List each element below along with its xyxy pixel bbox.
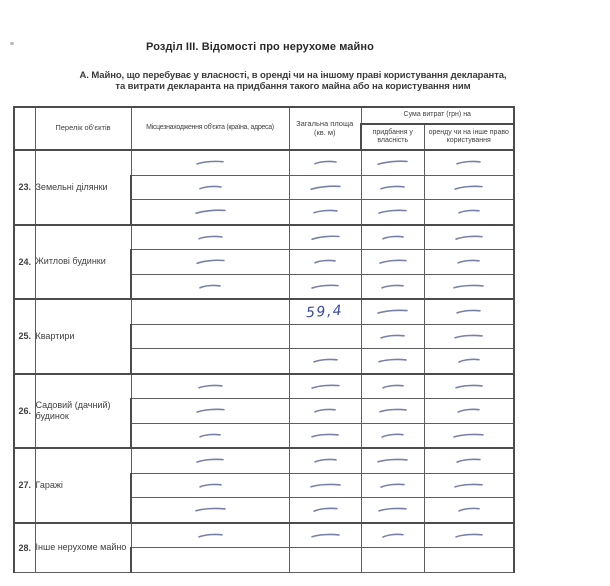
- header-rent: оренду чи на інше право користування: [424, 124, 514, 150]
- property-table: [13, 106, 515, 573]
- object-type-label: Гаражі: [35, 448, 131, 523]
- rent-cell: [424, 548, 514, 573]
- handwritten-dash-mark: [311, 357, 338, 365]
- handwritten-dash-mark: [376, 307, 409, 315]
- handwritten-dash-mark: [377, 407, 407, 415]
- handwritten-dash-mark: [194, 207, 227, 216]
- handwritten-dash-mark: [379, 332, 406, 340]
- header-object-list: Перелік об'єктів: [35, 107, 131, 150]
- rent-cell: [424, 200, 514, 225]
- rent-cell: [424, 299, 514, 324]
- handwritten-dash-mark: [196, 233, 223, 240]
- table-header-row-1: [14, 107, 514, 124]
- handwritten-dash-mark: [312, 159, 337, 166]
- handwritten-dash-mark: [453, 183, 484, 191]
- handwritten-dash-mark: [456, 406, 481, 414]
- handwritten-dash-mark: [377, 257, 407, 265]
- rent-cell: [424, 473, 514, 498]
- location-cell: [131, 250, 289, 275]
- header-purchase: придбання у власність: [361, 124, 424, 150]
- rent-cell: [424, 250, 514, 275]
- row-number: 25.: [14, 299, 35, 374]
- location-cell: [131, 374, 289, 399]
- handwritten-dash-mark: [376, 158, 409, 167]
- handwritten-dash-mark: [455, 159, 482, 167]
- handwritten-dash-mark: [380, 382, 404, 390]
- handwritten-dash-mark: [379, 481, 406, 489]
- area-cell: [289, 423, 361, 448]
- rent-cell: [424, 274, 514, 299]
- handwritten-dash-mark: [309, 531, 340, 539]
- purchase-cell: [361, 448, 424, 473]
- rent-cell: [424, 498, 514, 523]
- handwritten-dash-mark: [196, 382, 223, 390]
- purchase-cell: [361, 374, 424, 399]
- area-cell: [289, 498, 361, 523]
- handwritten-dash-mark: [311, 505, 338, 513]
- handwritten-dash-mark: [456, 258, 481, 266]
- rent-cell: [424, 448, 514, 473]
- handwritten-dash-mark: [380, 531, 404, 539]
- rent-cell: [424, 374, 514, 399]
- purchase-cell: [361, 200, 424, 225]
- handwritten-dash-mark: [310, 282, 340, 290]
- location-cell: [131, 548, 289, 573]
- rent-cell: [424, 324, 514, 349]
- handwritten-dash-mark: [452, 282, 485, 290]
- handwritten-dash-mark: [312, 457, 337, 465]
- handwritten-dash-mark: [310, 431, 340, 439]
- header-location: Місцезнаходження об'єкта (країна, адреса): [131, 107, 289, 150]
- area-cell: [289, 274, 361, 299]
- handwritten-dash-mark: [453, 332, 484, 340]
- subtitle-line-1: А. Майно, що перебуває у власності, в оренді чи на іншому праві користування декларанта,: [79, 70, 507, 81]
- form-table-body: [14, 150, 514, 572]
- table-row: [14, 523, 514, 548]
- purchase-cell: [361, 225, 424, 250]
- handwritten-dash-mark: [377, 357, 408, 365]
- location-cell: [131, 523, 289, 548]
- location-cell: [131, 299, 289, 324]
- table-row: [14, 448, 514, 473]
- handwritten-dash-mark: [453, 481, 484, 489]
- handwritten-dash-mark: [452, 431, 485, 439]
- object-type-label: Інше нерухоме майно: [35, 523, 131, 573]
- location-cell: [131, 399, 289, 424]
- table-row: [14, 299, 514, 324]
- purchase-cell: [361, 175, 424, 200]
- row-number: 27.: [14, 448, 35, 523]
- object-type-label: Житлові будинки: [35, 225, 131, 300]
- purchase-cell: [361, 250, 424, 275]
- location-cell: [131, 225, 289, 250]
- handwritten-dash-mark: [309, 233, 340, 242]
- handwritten-dash-mark: [377, 207, 408, 215]
- area-cell: [289, 473, 361, 498]
- purchase-cell: [361, 548, 424, 573]
- handwritten-dash-mark: [313, 407, 337, 415]
- handwritten-dash-mark: [454, 531, 484, 539]
- object-type-label: Садовий (дачний) будинок: [35, 374, 131, 449]
- row-number: 23.: [14, 150, 35, 225]
- handwritten-dash-mark: [377, 506, 408, 514]
- row-number: 28.: [14, 523, 35, 573]
- subtitle-line-2: та витрати декларанта на придбання такого майна або на користування ним: [115, 81, 471, 92]
- handwritten-dash-mark: [454, 382, 484, 390]
- rent-cell: [424, 349, 514, 374]
- location-cell: [131, 423, 289, 448]
- area-cell: [289, 150, 361, 175]
- purchase-cell: [361, 274, 424, 299]
- handwritten-dash-mark: [380, 282, 405, 290]
- header-number-column: [14, 107, 35, 150]
- area-cell: [289, 523, 361, 548]
- handwritten-dash-mark: [376, 457, 409, 465]
- handwritten-dash-mark: [198, 431, 222, 439]
- handwritten-dash-mark: [309, 382, 340, 390]
- handwritten-dash-mark: [198, 183, 223, 190]
- handwritten-dash-mark: [195, 406, 226, 414]
- location-cell: [131, 324, 289, 349]
- handwritten-dash-mark: [380, 431, 405, 439]
- purchase-cell: [361, 150, 424, 175]
- handwritten-dash-mark: [195, 158, 225, 166]
- section-title: Розділ III. Відомості про нерухоме майно: [146, 41, 374, 53]
- table-row: [14, 374, 514, 399]
- area-cell: [289, 250, 361, 275]
- location-cell: [131, 150, 289, 175]
- location-cell: [131, 349, 289, 374]
- location-cell: [131, 274, 289, 299]
- handwritten-dash-mark: [308, 481, 341, 489]
- area-cell: [289, 200, 361, 225]
- location-cell: [131, 498, 289, 523]
- location-cell: [131, 473, 289, 498]
- row-number: 26.: [14, 374, 35, 449]
- handwritten-dash-mark: [198, 481, 223, 489]
- purchase-cell: [361, 423, 424, 448]
- purchase-cell: [361, 349, 424, 374]
- handwritten-dash-mark: [311, 208, 338, 216]
- handwritten-dash-mark: [198, 282, 222, 290]
- handwritten-dash-mark: [455, 308, 482, 316]
- location-cell: [131, 448, 289, 473]
- handwritten-dash-mark: [455, 456, 482, 464]
- handwritten-dash-mark: [380, 233, 404, 241]
- handwritten-area-value: 59,4: [305, 302, 345, 322]
- handwritten-dash-mark: [195, 257, 226, 266]
- row-number: 24.: [14, 225, 35, 300]
- area-cell: [289, 399, 361, 424]
- handwritten-dash-mark: [313, 258, 337, 266]
- location-cell: [131, 200, 289, 225]
- purchase-cell: [361, 473, 424, 498]
- handwritten-dash-mark: [457, 208, 481, 216]
- purchase-cell: [361, 399, 424, 424]
- handwritten-dash-mark: [457, 505, 481, 513]
- table-row: [14, 225, 514, 250]
- purchase-cell: [361, 523, 424, 548]
- handwritten-dash-mark: [457, 356, 481, 364]
- purchase-cell: [361, 498, 424, 523]
- rent-cell: [424, 423, 514, 448]
- object-type-label: Земельні ділянки: [35, 150, 131, 225]
- header-total-area: Загальна площа (кв. м): [289, 107, 361, 150]
- handwritten-dash-mark: [195, 456, 225, 464]
- area-cell: [289, 374, 361, 399]
- object-type-label: Квартири: [35, 299, 131, 374]
- purchase-cell: [361, 299, 424, 324]
- handwritten-dash-mark: [308, 183, 341, 192]
- property-table-container: [13, 106, 515, 553]
- table-row: [14, 150, 514, 175]
- area-cell: [289, 324, 361, 349]
- area-cell: [289, 349, 361, 374]
- location-cell: [131, 175, 289, 200]
- purchase-cell: [361, 324, 424, 349]
- rent-cell: [424, 175, 514, 200]
- area-cell: [289, 548, 361, 573]
- area-cell: [289, 175, 361, 200]
- handwritten-dash-mark: [196, 531, 223, 539]
- section-subtitle: [28, 70, 558, 92]
- handwritten-dash-mark: [454, 233, 484, 241]
- area-cell: [289, 299, 361, 324]
- rent-cell: [424, 150, 514, 175]
- area-cell: [289, 225, 361, 250]
- area-cell: [289, 448, 361, 473]
- rent-cell: [424, 523, 514, 548]
- handwritten-dash-mark: [194, 506, 227, 514]
- handwritten-dash-mark: [379, 183, 406, 191]
- rent-cell: [424, 225, 514, 250]
- rent-cell: [424, 399, 514, 424]
- header-expenses-sum: Сума витрат (грн) на: [361, 107, 514, 124]
